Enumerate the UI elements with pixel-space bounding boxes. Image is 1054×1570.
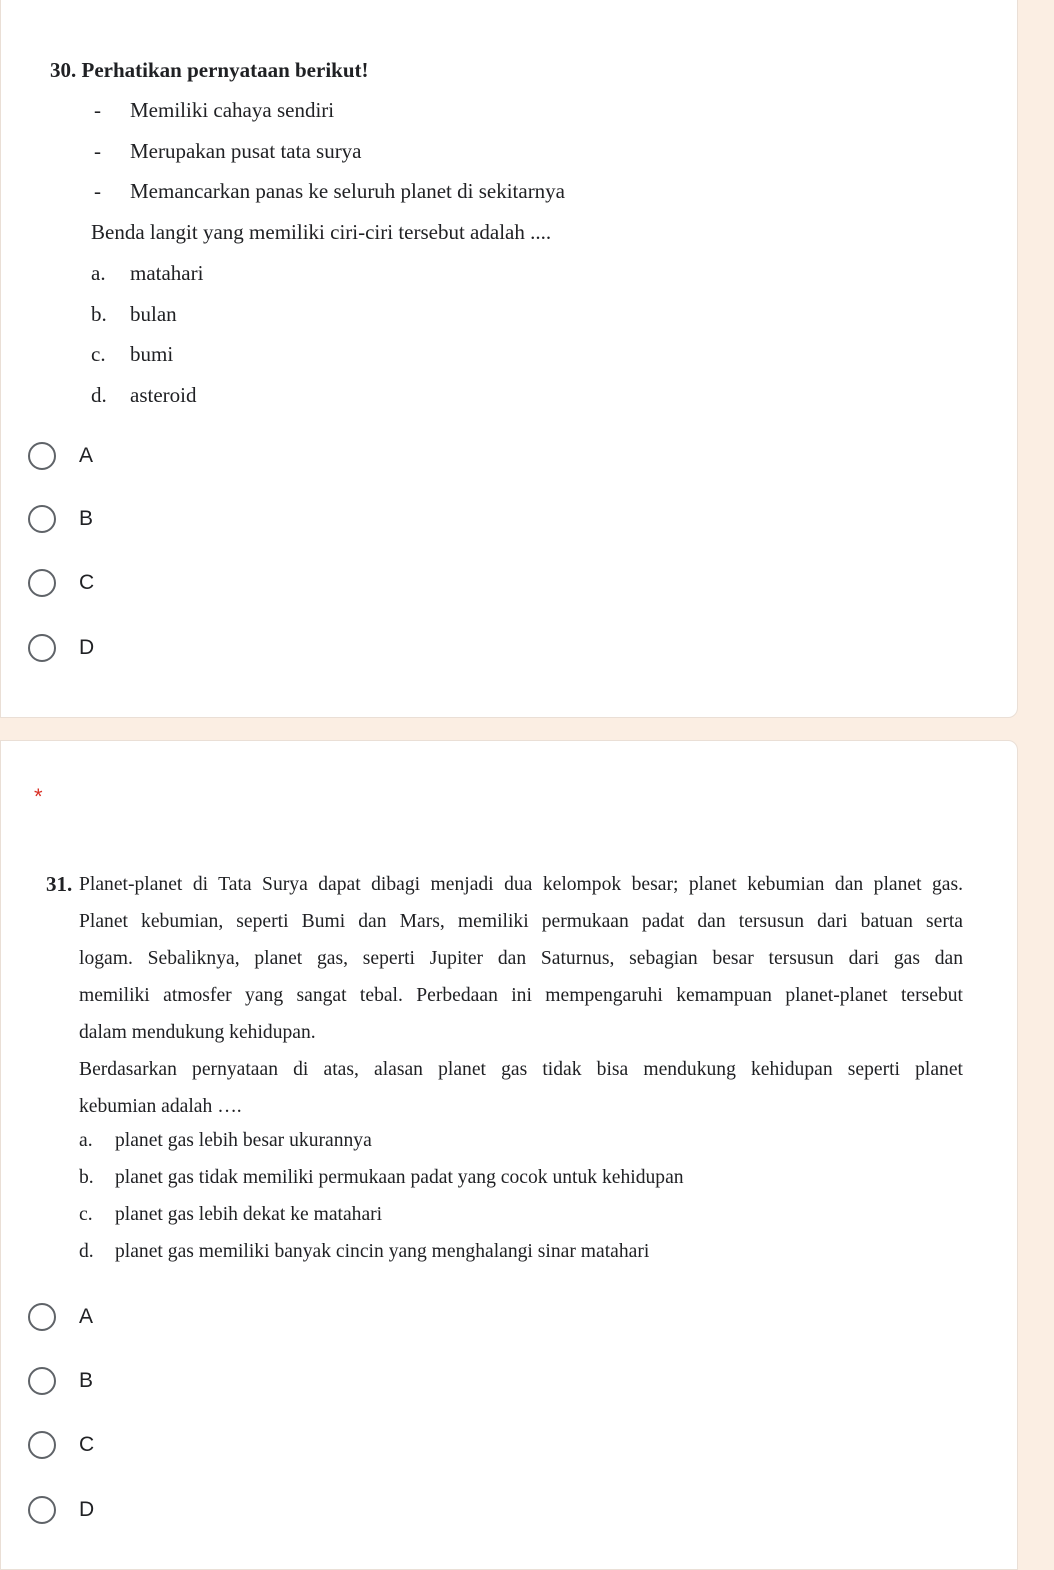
radio-button[interactable] [28, 634, 56, 662]
choice-label: A [79, 1305, 94, 1328]
option-d-text: planet gas memiliki banyak cincin yang menghalangi sinar matahari [115, 1241, 650, 1262]
q31-choice-d[interactable] [28, 1496, 94, 1524]
choice-label: A [79, 444, 94, 467]
question-31-paragraph-line: dalam mendukung kehidupan. [79, 1022, 316, 1043]
option-d-text: asteroid [130, 383, 197, 407]
radio-button[interactable] [28, 1431, 56, 1459]
statement-3: Memancarkan panas ke seluruh planet di sekitarnya [130, 179, 566, 203]
option-c-text: bumi [130, 342, 174, 366]
q30-choice-a[interactable] [28, 442, 93, 470]
radio-button[interactable] [28, 1367, 56, 1395]
option-b-letter: b. [79, 1167, 94, 1188]
question-31-paragraph-line: logam. Sebaliknya, planet gas, seperti Jupiter dan Saturnus, sebagian besar tersusun dari gas dan [79, 948, 963, 969]
option-a-letter: a. [91, 261, 106, 285]
question-30-title: 30. Perhatikan pernyataan berikut! [50, 58, 369, 82]
question-31-paragraph-line: memiliki atmosfer yang sangat tebal. Perbedaan ini mempengaruhi kemampuan planet-planet tersebut [79, 985, 963, 1006]
q30-choice-d[interactable] [28, 634, 94, 662]
option-a-text: planet gas lebih besar ukurannya [115, 1130, 372, 1151]
question-31-number: 31. [46, 872, 73, 896]
q31-choice-c[interactable] [28, 1431, 94, 1459]
radio-button[interactable] [28, 442, 56, 470]
option-a-text: matahari [130, 261, 204, 285]
choice-label: D [79, 1498, 95, 1521]
question-30-prompt: Benda langit yang memiliki ciri-ciri tersebut adalah .... [91, 220, 552, 244]
bullet-dash: - [94, 179, 101, 203]
option-b-text: planet gas tidak memiliki permukaan padat yang cocok untuk kehidupan [115, 1167, 684, 1188]
radio-button[interactable] [28, 569, 56, 597]
option-b-text: bulan [130, 302, 177, 326]
choice-label: C [79, 571, 95, 594]
q31-choice-a[interactable] [28, 1303, 93, 1331]
choice-label: B [79, 1369, 94, 1392]
q31-choice-b[interactable] [28, 1367, 93, 1395]
radio-button[interactable] [28, 1496, 56, 1524]
statement-2: Merupakan pusat tata surya [130, 139, 362, 163]
choice-label: D [79, 636, 95, 659]
option-c-letter: c. [91, 342, 106, 366]
q30-choice-c[interactable] [28, 569, 94, 597]
choice-label: C [79, 1433, 95, 1456]
question-31-card [0, 740, 1018, 1570]
question-31-paragraph-line: Planet kebumian, seperti Bumi dan Mars, memiliki permukaan padat dan tersusun dari batuan serta [79, 911, 963, 932]
choice-label: B [79, 507, 94, 530]
option-d-letter: d. [79, 1241, 94, 1262]
question-31-prompt-line: kebumian adalah …. [79, 1096, 242, 1117]
radio-button[interactable] [28, 505, 56, 533]
option-c-letter: c. [79, 1204, 93, 1225]
q30-choice-b[interactable] [28, 505, 93, 533]
question-31-paragraph-line: Planet-planet di Tata Surya dapat dibagi menjadi dua kelompok besar; planet kebumian dan planet gas. [79, 874, 963, 895]
statement-1: Memiliki cahaya sendiri [130, 98, 335, 122]
option-a-letter: a. [79, 1130, 93, 1151]
bullet-dash: - [94, 98, 101, 122]
option-d-letter: d. [91, 383, 107, 407]
radio-button[interactable] [28, 1303, 56, 1331]
bullet-dash: - [94, 139, 101, 163]
option-c-text: planet gas lebih dekat ke matahari [115, 1204, 383, 1225]
required-marker: * [34, 784, 43, 809]
question-31-prompt-line: Berdasarkan pernyataan di atas, alasan planet gas tidak bisa mendukung kehidupan seperti planet [79, 1059, 963, 1080]
option-b-letter: b. [91, 302, 107, 326]
